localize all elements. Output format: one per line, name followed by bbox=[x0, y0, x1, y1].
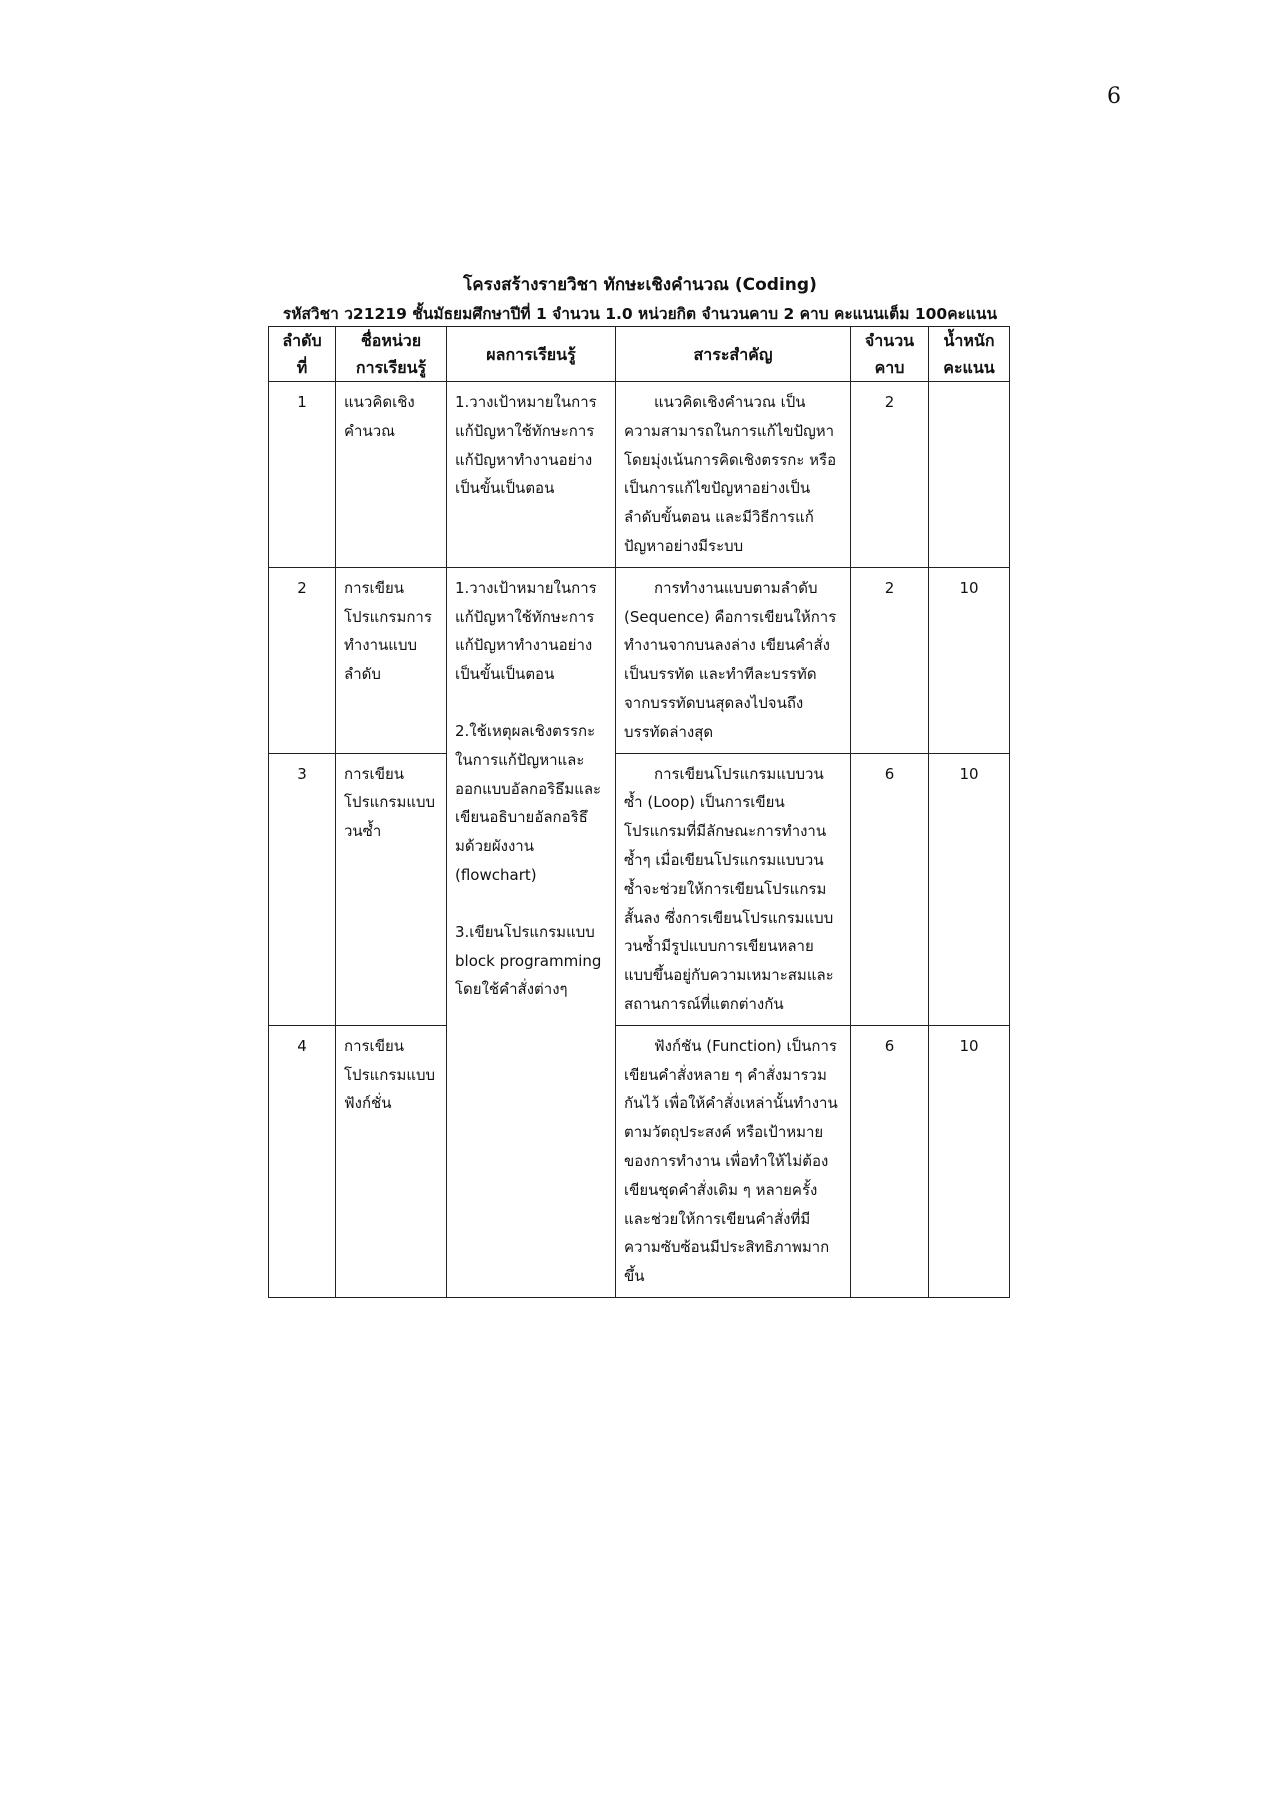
row-periods-cell: 2 bbox=[851, 382, 929, 568]
header-periods-line2: คาบ bbox=[874, 358, 905, 377]
course-info-subtitle: รหัสวิชา ว21219 ชั้นมัธยมศึกษาปีที่ 1 จำนวน 1.0 หน่วยกิต จำนวนคาบ 2 คาบ คะแนนเต็ม 100คะแนน bbox=[282, 305, 998, 323]
row-essence-cell: การเขียนโปรแกรมแบบวนซ้ำ (Loop) เป็นการเขียนโปรแกรมที่มีลักษณะการทำงานซ้ำๆ เมื่อเขียนโปรแกรมแบบวนซ้ำจะช่วยให้การเขียนโปรแกรมสั้นลง ซึ่งการเขียนโปรแกรมแบบวนซ้ำมีรูปแบบการเขียนหลายแบบขึ้นอยู่กับความเหมาะสมและสถานการณ์ที่แตกต่างกัน bbox=[616, 753, 851, 1025]
row-unit-cell: การเขียนโปรแกรมแบบวนซ้ำ bbox=[336, 753, 447, 1025]
row-essence-cell: ฟังก์ชัน (Function) เป็นการเขียนคำสั่งหลาย ๆ คำสั่งมารวมกันไว้ เพื่อให้คำสั่งเหล่านั้นทำงานตามวัตถุประสงค์ หรือเป้าหมายของการทำงาน เพื่อทำให้ไม่ต้องเขียนชุดคำสั่งเดิม ๆ หลายครั้ง และช่วยให้การเขียนคำสั่งที่มีความซับซ้อนมีประสิทธิภาพมากขึ้น bbox=[616, 1025, 851, 1297]
row-order-cell: 3 bbox=[269, 753, 336, 1025]
header-unit-line1: ชื่อหน่วย bbox=[360, 331, 422, 350]
row-unit-cell: การเขียนโปรแกรมการทำงานแบบลำดับ bbox=[336, 567, 447, 753]
outcome-spacer bbox=[455, 890, 607, 918]
header-weight bbox=[929, 327, 1010, 382]
course-structure-title: โครงสร้างรายวิชา ทักษะเชิงคำนวณ (Coding) bbox=[463, 275, 817, 295]
header-periods bbox=[851, 327, 929, 382]
row-periods-cell: 6 bbox=[851, 1025, 929, 1297]
header-unit-line2: การเรียนรู้ bbox=[355, 358, 427, 377]
outcome-item: 3.เขียนโปรแกรมแบบ block programming โดยใช้คำสั่งต่างๆ bbox=[455, 922, 602, 999]
row-periods-cell: 6 bbox=[851, 753, 929, 1025]
row-unit-cell: แนวคิดเชิงคำนวณ bbox=[336, 382, 447, 568]
header-learning-outcome: ผลการเรียนรู้ bbox=[447, 327, 616, 382]
table-row bbox=[269, 1025, 1010, 1297]
header-order-line1: ลำดับ bbox=[282, 331, 322, 350]
row-order-cell: 2 bbox=[269, 567, 336, 753]
header-unit-name bbox=[336, 327, 447, 382]
header-periods-line1: จำนวน bbox=[864, 331, 915, 350]
row-unit-cell: การเขียนโปรแกรมแบบฟังก์ชั่น bbox=[336, 1025, 447, 1297]
header-essence: สาระสำคัญ bbox=[616, 327, 851, 382]
row-essence-cell: การทำงานแบบตามลำดับ (Sequence) คือการเขียนให้การทำงานจากบนลงล่าง เขียนคำสั่งเป็นบรรทัด และทำทีละบรรทัดจากบรรทัดบนสุดลงไปจนถึงบรรทัดล่างสุด bbox=[616, 567, 851, 753]
row-weight-cell: 10 bbox=[929, 567, 1010, 753]
row-weight-cell: 10 bbox=[929, 753, 1010, 1025]
table-row bbox=[269, 382, 1010, 568]
row-order-cell: 4 bbox=[269, 1025, 336, 1297]
page-number: 6 bbox=[1107, 84, 1121, 109]
row-weight-cell bbox=[929, 382, 1010, 568]
table-row bbox=[269, 567, 1010, 753]
outcome-spacer bbox=[455, 689, 607, 717]
table-row bbox=[269, 753, 1010, 1025]
header-weight-line1: น้ำหนัก bbox=[943, 331, 995, 350]
shared-outcome-cell bbox=[447, 567, 616, 1297]
header-order-line2: ที่ bbox=[296, 358, 308, 377]
row-essence-cell: แนวคิดเชิงคำนวณ เป็นความสามารถในการแก้ไขปัญหาโดยมุ่งเน้นการคิดเชิงตรรกะ หรือเป็นการแก้ไขปัญหาอย่างเป็นลำดับขั้นตอน และมีวิธีการแก้ปัญหาอย่างมีระบบ bbox=[616, 382, 851, 568]
outcome-item: 1.วางเป้าหมายในการแก้ปัญหาใช้ทักษะการแก้ปัญหาทำงานอย่างเป็นขั้นเป็นตอน bbox=[455, 578, 597, 684]
outcome-item: 2.ใช้เหตุผลเชิงตรรกะในการแก้ปัญหาและออกแบบอัลกอริธึมและเขียนอธิบายอัลกอริธึมด้วยผังงาน (flowchart) bbox=[455, 721, 602, 884]
row-outcome-cell: 1.วางเป้าหมายในการแก้ปัญหาใช้ทักษะการแก้ปัญหาทำงานอย่างเป็นขั้นเป็นตอน bbox=[447, 382, 616, 568]
row-periods-cell: 2 bbox=[851, 567, 929, 753]
header-order bbox=[269, 327, 336, 382]
row-weight-cell: 10 bbox=[929, 1025, 1010, 1297]
course-structure-table bbox=[268, 326, 1010, 1298]
row-order-cell: 1 bbox=[269, 382, 336, 568]
header-weight-line2: คะแนน bbox=[943, 358, 995, 377]
table-header-row bbox=[269, 327, 1010, 382]
